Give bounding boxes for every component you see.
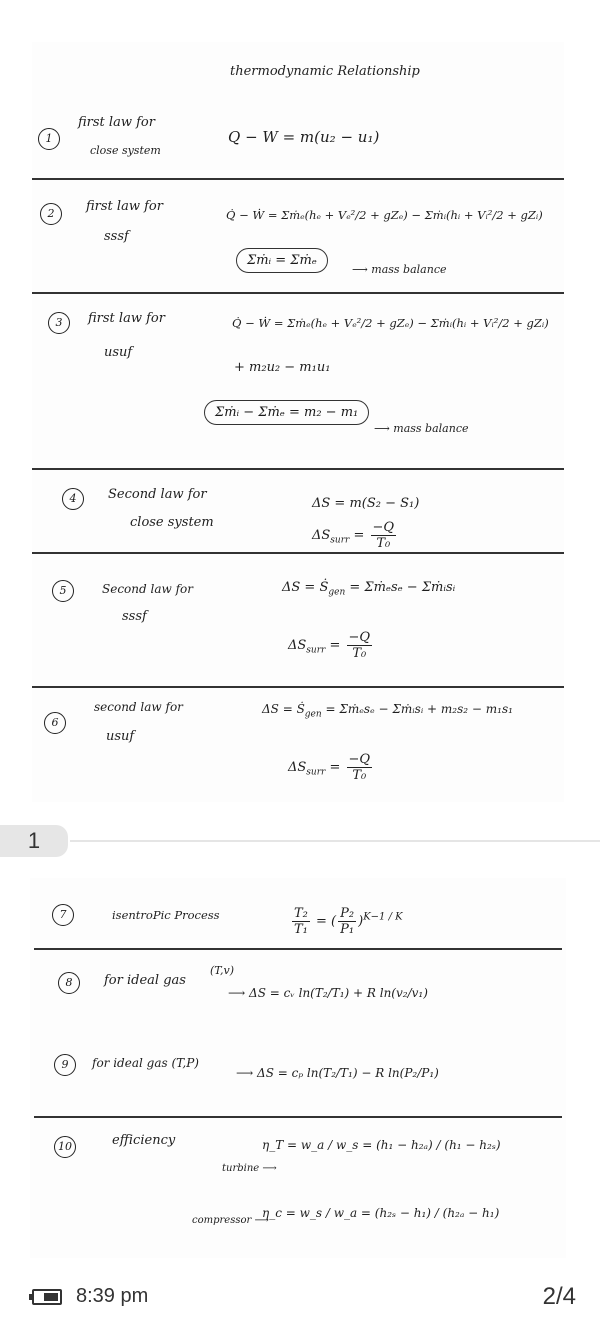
- section-label: Second law for: [108, 487, 207, 502]
- equation: ΔS = Ṡ$_{gen}$ = Σṁₑsₑ − Σṁᵢsᵢ + m₂s₂ − m₁s₁: [262, 702, 513, 720]
- section-label-sub: sssf: [122, 609, 147, 624]
- section-label: second law for: [94, 700, 183, 714]
- divider: [32, 686, 564, 688]
- divider: [34, 948, 562, 950]
- section-label: first law for: [86, 199, 163, 214]
- divider: [32, 292, 564, 294]
- equation: $\frac{\text{T₂}}{\text{T₁}}$ = ( $\frac{\text{P₂}}{\text{P₁}}$ )$^{K-1 / K}$: [294, 906, 403, 937]
- divider: [32, 178, 564, 180]
- section-tag: (T,v): [210, 964, 235, 977]
- equation: Q − W = m(u₂ − u₁): [228, 128, 380, 146]
- equation: ΔS = Ṡ$_{gen}$ = Σṁₑsₑ − Σṁᵢsᵢ: [282, 580, 456, 598]
- divider: [34, 1116, 562, 1118]
- page-count: 2/4: [542, 1283, 576, 1310]
- mass-balance-note: ⟶ mass balance: [374, 422, 469, 435]
- equation: ⟶ ΔS = cₚ ln(T₂/T₁) − R ln(P₂/P₁): [236, 1066, 439, 1080]
- equation-continued: + m₂u₂ − m₁u₁: [234, 360, 331, 375]
- section-label: isentroPic Process: [112, 908, 220, 922]
- section-number: 2: [40, 203, 62, 225]
- equation-surr: $\Delta S_{surr}$ = $\frac{-Q}{\text{T₀}}$: [288, 752, 371, 783]
- section-number: 1: [38, 128, 60, 150]
- section-number: 8: [58, 972, 80, 994]
- note-title: thermodynamic Relationship: [230, 64, 420, 79]
- equation: Q̇ − Ẇ = Σṁₑ(hₑ + Vₑ²/2 + gZₑ) − Σṁᵢ(hᵢ + Vᵢ²/2 + gZᵢ): [226, 208, 543, 222]
- section-label: first law for: [78, 115, 155, 130]
- equation-compressor: η_c = w_s / w_a = (h₂ₛ − h₁) / (h₂ₐ − h₁): [262, 1206, 500, 1220]
- section-number: 10: [54, 1136, 76, 1158]
- equation: ⟶ ΔS = cᵥ ln(T₂/T₁) + R ln(v₂/v₁): [228, 986, 428, 1000]
- section-label-sub: sssf: [104, 229, 129, 244]
- section-number: 5: [52, 580, 74, 602]
- compressor-label: compressor ⟶: [192, 1215, 269, 1226]
- section-label: for ideal gas: [104, 973, 186, 988]
- section-number: 6: [44, 712, 66, 734]
- section-label-sub: usuf: [106, 729, 135, 744]
- section-label-sub: close system: [90, 144, 161, 157]
- clock: 8:39 pm: [76, 1285, 149, 1307]
- section-number: 9: [54, 1054, 76, 1076]
- equation-surr: $\Delta S_{surr}$ = $\frac{-Q}{\text{T₀}}$: [288, 630, 371, 661]
- mass-balance-cloud: Σṁᵢ = Σṁₑ: [236, 248, 328, 273]
- section-label: Second law for: [102, 582, 193, 596]
- section-label-sub: usuf: [104, 345, 133, 360]
- mass-balance-cloud: Σṁᵢ − Σṁₑ = m₂ − m₁: [204, 400, 369, 425]
- equation-surr: $\Delta S_{surr}$ = $\frac{-Q}{\text{T₀}}$: [312, 520, 395, 551]
- equation: Q̇ − Ẇ = Σṁₑ(hₑ + Vₑ²/2 + gZₑ) − Σṁᵢ(hᵢ + Vᵢ²/2 + gZᵢ): [232, 316, 549, 330]
- section-label: first law for: [88, 311, 165, 326]
- divider: [32, 468, 564, 470]
- section-number: 7: [52, 904, 74, 926]
- equation-turbine: η_T = w_a / w_s = (h₁ − h₂ₐ) / (h₁ − h₂ₛ): [262, 1138, 501, 1152]
- battery-icon: [32, 1289, 62, 1305]
- page-separator: [70, 840, 600, 842]
- section-label-sub: close system: [130, 515, 214, 530]
- section-number: 3: [48, 312, 70, 334]
- equation: ΔS = m(S₂ − S₁): [312, 496, 420, 511]
- section-label: efficiency: [112, 1133, 176, 1148]
- status-bar: [0, 1276, 600, 1320]
- turbine-label: turbine ⟶: [222, 1163, 277, 1174]
- mass-balance-note: ⟶ mass balance: [352, 263, 447, 276]
- page-marker: 1: [0, 825, 68, 857]
- section-number: 4: [62, 488, 84, 510]
- divider: [32, 552, 564, 554]
- section-label: for ideal gas (T,P): [92, 1056, 199, 1070]
